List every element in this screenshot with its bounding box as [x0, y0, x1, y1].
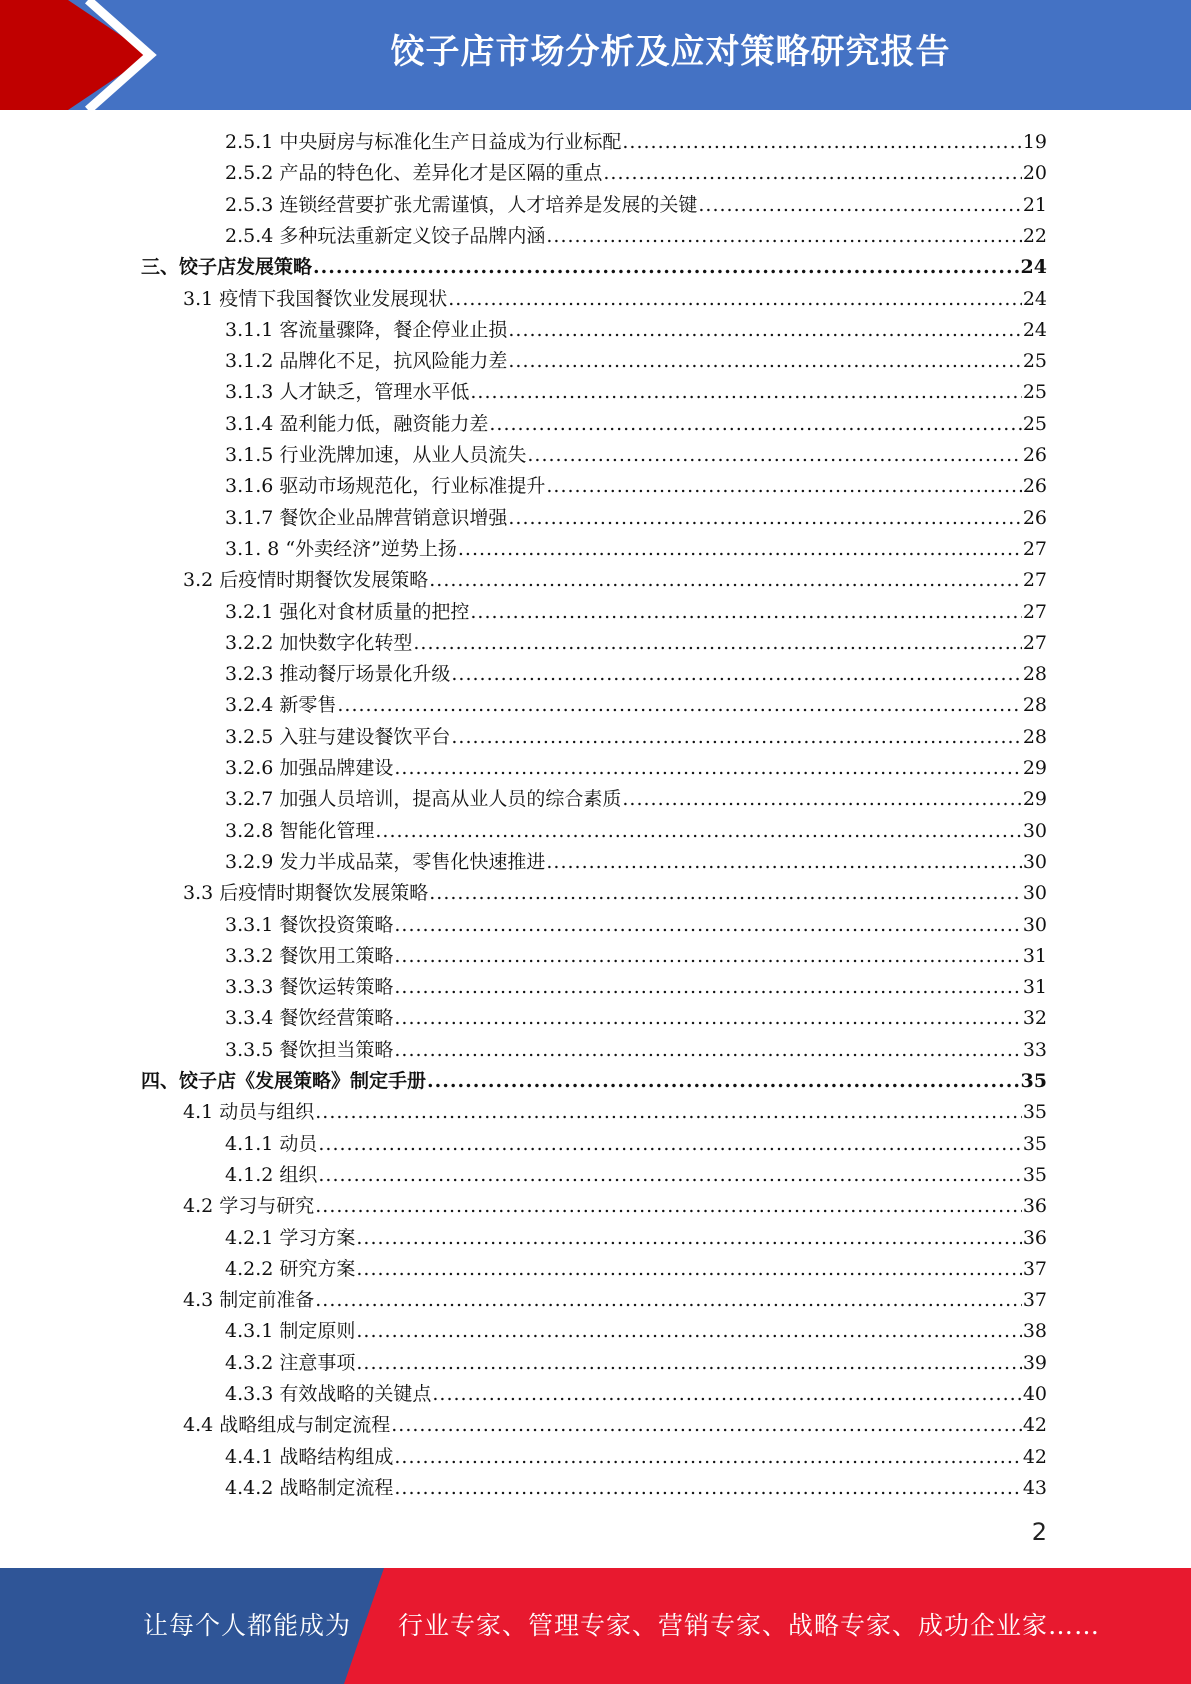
- toc-dot-leader: [603, 158, 1021, 189]
- toc-entry[interactable]: [183, 1285, 1047, 1316]
- toc-entry[interactable]: [225, 1473, 1047, 1504]
- toc-entry[interactable]: [183, 565, 1047, 596]
- toc-dot-leader: [315, 1097, 1022, 1128]
- toc-entry[interactable]: [225, 659, 1047, 690]
- toc-entry-page: 30: [1022, 882, 1047, 905]
- toc-entry[interactable]: [183, 1097, 1047, 1128]
- toc-entry-page: 28: [1022, 663, 1047, 686]
- toc-entry-label: 4.4.2 战略制定流程: [225, 1476, 394, 1499]
- toc-entry-page: 24: [1020, 256, 1047, 279]
- report-title: 饺子店市场分析及应对策略研究报告: [390, 32, 951, 72]
- toc-entry-page: 36: [1022, 1226, 1047, 1249]
- toc-entry-label: 3.2.6 加强品牌建设: [225, 757, 394, 779]
- toc-entry-page: 32: [1022, 1007, 1047, 1030]
- toc-dot-leader: [427, 1066, 1020, 1097]
- toc-entry-page: 28: [1022, 694, 1047, 717]
- toc-entry[interactable]: [225, 534, 1047, 565]
- toc-entry-page: 43: [1022, 1476, 1047, 1499]
- footer-slogan-left: 让每个人都能成为: [143, 1611, 352, 1640]
- toc-entry-label: 3.1.4 盈利能力低，融资能力差: [225, 412, 489, 435]
- toc-dot-leader: [394, 972, 1021, 1003]
- toc-entry-label: 3.2.3 推动餐厅场景化升级: [225, 663, 451, 686]
- toc-entry-label: 4.1.1 动员: [225, 1132, 318, 1155]
- toc-entry-page: 27: [1022, 537, 1047, 560]
- toc-dot-leader: [413, 628, 1021, 659]
- toc-entry-page: 24: [1022, 318, 1047, 341]
- toc-dot-leader: [448, 284, 1022, 315]
- toc-dot-leader: [394, 910, 1021, 941]
- toc-entry-label: 4.2.1 学习方案: [225, 1226, 356, 1249]
- toc-entry-label: 3.1.1 客流量骤降，餐企停业止损: [225, 318, 508, 341]
- toc-entry-page: 26: [1022, 475, 1047, 498]
- toc-dot-leader: [318, 1129, 1021, 1160]
- toc-dot-leader: [394, 1473, 1021, 1504]
- toc-entry-page: 35: [1022, 1163, 1047, 1186]
- toc-dot-leader: [546, 471, 1021, 502]
- toc-entry-page: 31: [1022, 976, 1047, 999]
- toc-dot-leader: [391, 1410, 1022, 1441]
- toc-dot-leader: [470, 377, 1021, 408]
- toc-dot-leader: [356, 1348, 1021, 1379]
- toc-entry-label: 3.1. 8 “外卖经济”逆势上扬: [225, 537, 457, 560]
- toc-entry[interactable]: [225, 127, 1047, 158]
- toc-entry-label: 3.2.9 发力半成品菜，零售化快速推进: [225, 850, 546, 873]
- toc-entry-label: 3.1.7 餐饮企业品牌营销意识增强: [225, 506, 508, 529]
- toc-entry[interactable]: [225, 847, 1047, 878]
- toc-entry[interactable]: [225, 315, 1047, 346]
- toc-entry[interactable]: [225, 409, 1047, 440]
- toc-dot-leader: [394, 1442, 1021, 1473]
- toc-entry-page: 42: [1022, 1445, 1047, 1468]
- toc-entry-label: 3.3.5 餐饮担当策略: [225, 1038, 394, 1061]
- toc-entry-label: 3.2.8 智能化管理: [225, 819, 375, 842]
- toc-entry[interactable]: [141, 252, 1047, 283]
- toc-entry[interactable]: [225, 158, 1047, 189]
- toc-entry-label: 2.5.1 中央厨房与标准化生产日益成为行业标配: [225, 131, 622, 153]
- toc-entry[interactable]: [225, 1035, 1047, 1066]
- toc-entry-label: 3.2.1 强化对食材质量的把控: [225, 600, 470, 623]
- toc-entry-label: 2.5.3 连锁经营要扩张尤需谨慎，人才培养是发展的关键: [225, 193, 698, 216]
- toc-dot-leader: [394, 1003, 1021, 1034]
- toc-entry-label: 四、饺子店《发展策略》制定手册: [141, 1070, 427, 1092]
- toc-entry-label: 3.2.5 入驻与建设餐饮平台: [225, 725, 451, 748]
- toc-entry-label: 3.1.2 品牌化不足，抗风险能力差: [225, 350, 508, 373]
- toc-entry-label: 3.1.3 人才缺乏，管理水平低: [225, 381, 470, 404]
- toc-entry[interactable]: [225, 722, 1047, 753]
- toc-entry-page: 20: [1022, 162, 1047, 185]
- page-number: 2: [1031, 1518, 1047, 1546]
- toc-entry-page: 36: [1022, 1195, 1047, 1218]
- toc-dot-leader: [394, 941, 1021, 972]
- toc-entry-page: 33: [1022, 1038, 1047, 1061]
- toc-dot-leader: [698, 190, 1021, 221]
- toc-entry-label: 3.3.1 餐饮投资策略: [225, 913, 394, 936]
- toc-entry-page: 25: [1022, 350, 1047, 373]
- toc-entry-page: 40: [1022, 1383, 1047, 1405]
- toc-entry-label: 3.3.3 餐饮运转策略: [225, 976, 394, 999]
- toc-entry-page: 27: [1022, 631, 1047, 654]
- toc-entry[interactable]: [225, 190, 1047, 221]
- toc-dot-leader: [451, 659, 1021, 690]
- toc-entry-page: 30: [1022, 850, 1047, 873]
- toc-dot-leader: [315, 1285, 1022, 1316]
- toc-entry-page: 35: [1020, 1070, 1047, 1092]
- toc-entry-page: 42: [1022, 1414, 1047, 1437]
- toc-entry[interactable]: [225, 1316, 1047, 1347]
- toc-entry-page: 27: [1022, 600, 1047, 623]
- toc-entry[interactable]: [225, 753, 1047, 784]
- toc-entry-label: 3.2.2 加快数字化转型: [225, 631, 413, 654]
- toc-entry-label: 三、饺子店发展策略: [141, 256, 313, 279]
- toc-entry-page: 25: [1022, 412, 1047, 435]
- toc-entry[interactable]: [225, 972, 1047, 1003]
- toc-dot-leader: [356, 1223, 1021, 1254]
- toc-entry[interactable]: [225, 941, 1047, 972]
- toc-entry-page: 21: [1022, 193, 1047, 216]
- toc-entry[interactable]: [225, 346, 1047, 377]
- toc-dot-leader: [508, 346, 1021, 377]
- toc-entry[interactable]: [183, 1191, 1047, 1222]
- toc-entry-label: 3.3.4 餐饮经营策略: [225, 1007, 394, 1030]
- toc-entry-label: 2.5.4 多种玩法重新定义饺子品牌内涵: [225, 224, 546, 247]
- toc-entry-page: 19: [1022, 131, 1047, 153]
- toc-entry-label: 4.4.1 战略结构组成: [225, 1445, 394, 1468]
- toc-entry[interactable]: [225, 1129, 1047, 1160]
- toc-dot-leader: [356, 1254, 1021, 1285]
- toc-entry-label: 3.1.5 行业洗牌加速，从业人员流失: [225, 444, 527, 466]
- toc-entry-label: 3.1 疫情下我国餐饮业发展现状: [183, 287, 448, 310]
- toc-entry-page: 24: [1022, 287, 1047, 310]
- toc-entry-label: 3.1.6 驱动市场规范化，行业标准提升: [225, 475, 546, 498]
- toc-dot-leader: [356, 1316, 1021, 1347]
- toc-entry[interactable]: [225, 816, 1047, 847]
- toc-entry[interactable]: [225, 440, 1047, 471]
- toc-dot-leader: [489, 409, 1021, 440]
- toc-entry-label: 4.1 动员与组织: [183, 1101, 315, 1124]
- toc-entry[interactable]: [225, 503, 1047, 534]
- toc-dot-leader: [622, 127, 1021, 158]
- toc-entry-page: 39: [1022, 1351, 1047, 1374]
- toc-entry-label: 4.1.2 组织: [225, 1163, 318, 1186]
- toc-entry-label: 4.3 制定前准备: [183, 1289, 315, 1312]
- toc-entry[interactable]: [225, 597, 1047, 628]
- toc-entry[interactable]: [225, 784, 1047, 815]
- toc-dot-leader: [429, 565, 1022, 596]
- toc-dot-leader: [318, 1160, 1021, 1191]
- toc-entry-page: 35: [1022, 1101, 1047, 1124]
- toc-dot-leader: [432, 1379, 1021, 1410]
- toc-entry-page: 37: [1022, 1289, 1047, 1312]
- toc-entry[interactable]: [225, 1442, 1047, 1473]
- toc-entry-label: 3.3 后疫情时期餐饮发展策略: [183, 882, 429, 905]
- toc-dot-leader: [527, 440, 1021, 471]
- toc-entry[interactable]: [141, 1066, 1047, 1097]
- toc-entry-page: 35: [1022, 1132, 1047, 1155]
- toc-entry-page: 28: [1022, 725, 1047, 748]
- toc-entry-page: 30: [1022, 913, 1047, 936]
- toc-entry-page: 25: [1022, 381, 1047, 404]
- toc-entry-label: 4.3.2 注意事项: [225, 1351, 356, 1374]
- toc-dot-leader: [546, 221, 1021, 252]
- page-header: [0, 0, 1191, 110]
- toc-entry-page: 38: [1022, 1320, 1047, 1343]
- toc-entry-label: 4.3.1 制定原则: [225, 1320, 356, 1343]
- toc-entry-label: 4.2 学习与研究: [183, 1195, 315, 1218]
- toc-entry-page: 27: [1022, 569, 1047, 592]
- toc-dot-leader: [337, 690, 1021, 721]
- page-footer: [0, 1568, 1191, 1684]
- toc-entry[interactable]: [225, 1348, 1047, 1379]
- toc-entry-label: 3.2.4 新零售: [225, 694, 337, 717]
- toc-entry[interactable]: [183, 284, 1047, 315]
- toc-entry-label: 3.3.2 餐饮用工策略: [225, 944, 394, 967]
- toc-entry-page: 29: [1022, 757, 1047, 779]
- toc-entry[interactable]: [225, 628, 1047, 659]
- toc-entry-page: 26: [1022, 444, 1047, 466]
- toc-dot-leader: [429, 878, 1022, 909]
- toc-entry[interactable]: [225, 1160, 1047, 1191]
- toc-dot-leader: [375, 816, 1021, 847]
- toc-entry-page: 22: [1022, 224, 1047, 247]
- toc-entry-label: 3.2 后疫情时期餐饮发展策略: [183, 569, 429, 592]
- toc-dot-leader: [313, 252, 1020, 283]
- toc-entry[interactable]: [183, 878, 1047, 909]
- toc-entry[interactable]: [225, 471, 1047, 502]
- toc-dot-leader: [315, 1191, 1022, 1222]
- toc-entry[interactable]: [225, 221, 1047, 252]
- toc-dot-leader: [394, 753, 1021, 784]
- toc-entry-page: 37: [1022, 1257, 1047, 1280]
- toc-entry-label: 3.2.7 加强人员培训，提高从业人员的综合素质: [225, 788, 622, 811]
- footer-slogan-right: 行业专家、管理专家、营销专家、战略专家、成功企业家……: [398, 1611, 1101, 1640]
- toc-entry-label: 4.2.2 研究方案: [225, 1257, 356, 1280]
- toc-entry-page: 26: [1022, 506, 1047, 529]
- toc-entry[interactable]: [225, 1223, 1047, 1254]
- toc-dot-leader: [508, 503, 1021, 534]
- toc-dot-leader: [508, 315, 1021, 346]
- toc-entry-page: 29: [1022, 788, 1047, 811]
- toc-entry[interactable]: [225, 1379, 1047, 1410]
- toc-entry[interactable]: [225, 690, 1047, 721]
- toc-entry-label: 4.3.3 有效战略的关键点: [225, 1383, 432, 1405]
- toc-dot-leader: [470, 597, 1021, 628]
- toc-dot-leader: [546, 847, 1021, 878]
- toc-dot-leader: [451, 722, 1021, 753]
- toc-entry[interactable]: [183, 1410, 1047, 1441]
- toc-entry[interactable]: [225, 1254, 1047, 1285]
- toc-entry-page: 31: [1022, 944, 1047, 967]
- toc-dot-leader: [622, 784, 1021, 815]
- toc-entry[interactable]: [225, 377, 1047, 408]
- toc-entry-label: 2.5.2 产品的特色化、差异化才是区隔的重点: [225, 162, 603, 185]
- toc-entry[interactable]: [225, 1003, 1047, 1034]
- toc-entry[interactable]: [225, 910, 1047, 941]
- toc-dot-leader: [394, 1035, 1021, 1066]
- toc-entry-page: 30: [1022, 819, 1047, 842]
- toc-entry-label: 4.4 战略组成与制定流程: [183, 1414, 391, 1437]
- toc-dot-leader: [458, 534, 1022, 565]
